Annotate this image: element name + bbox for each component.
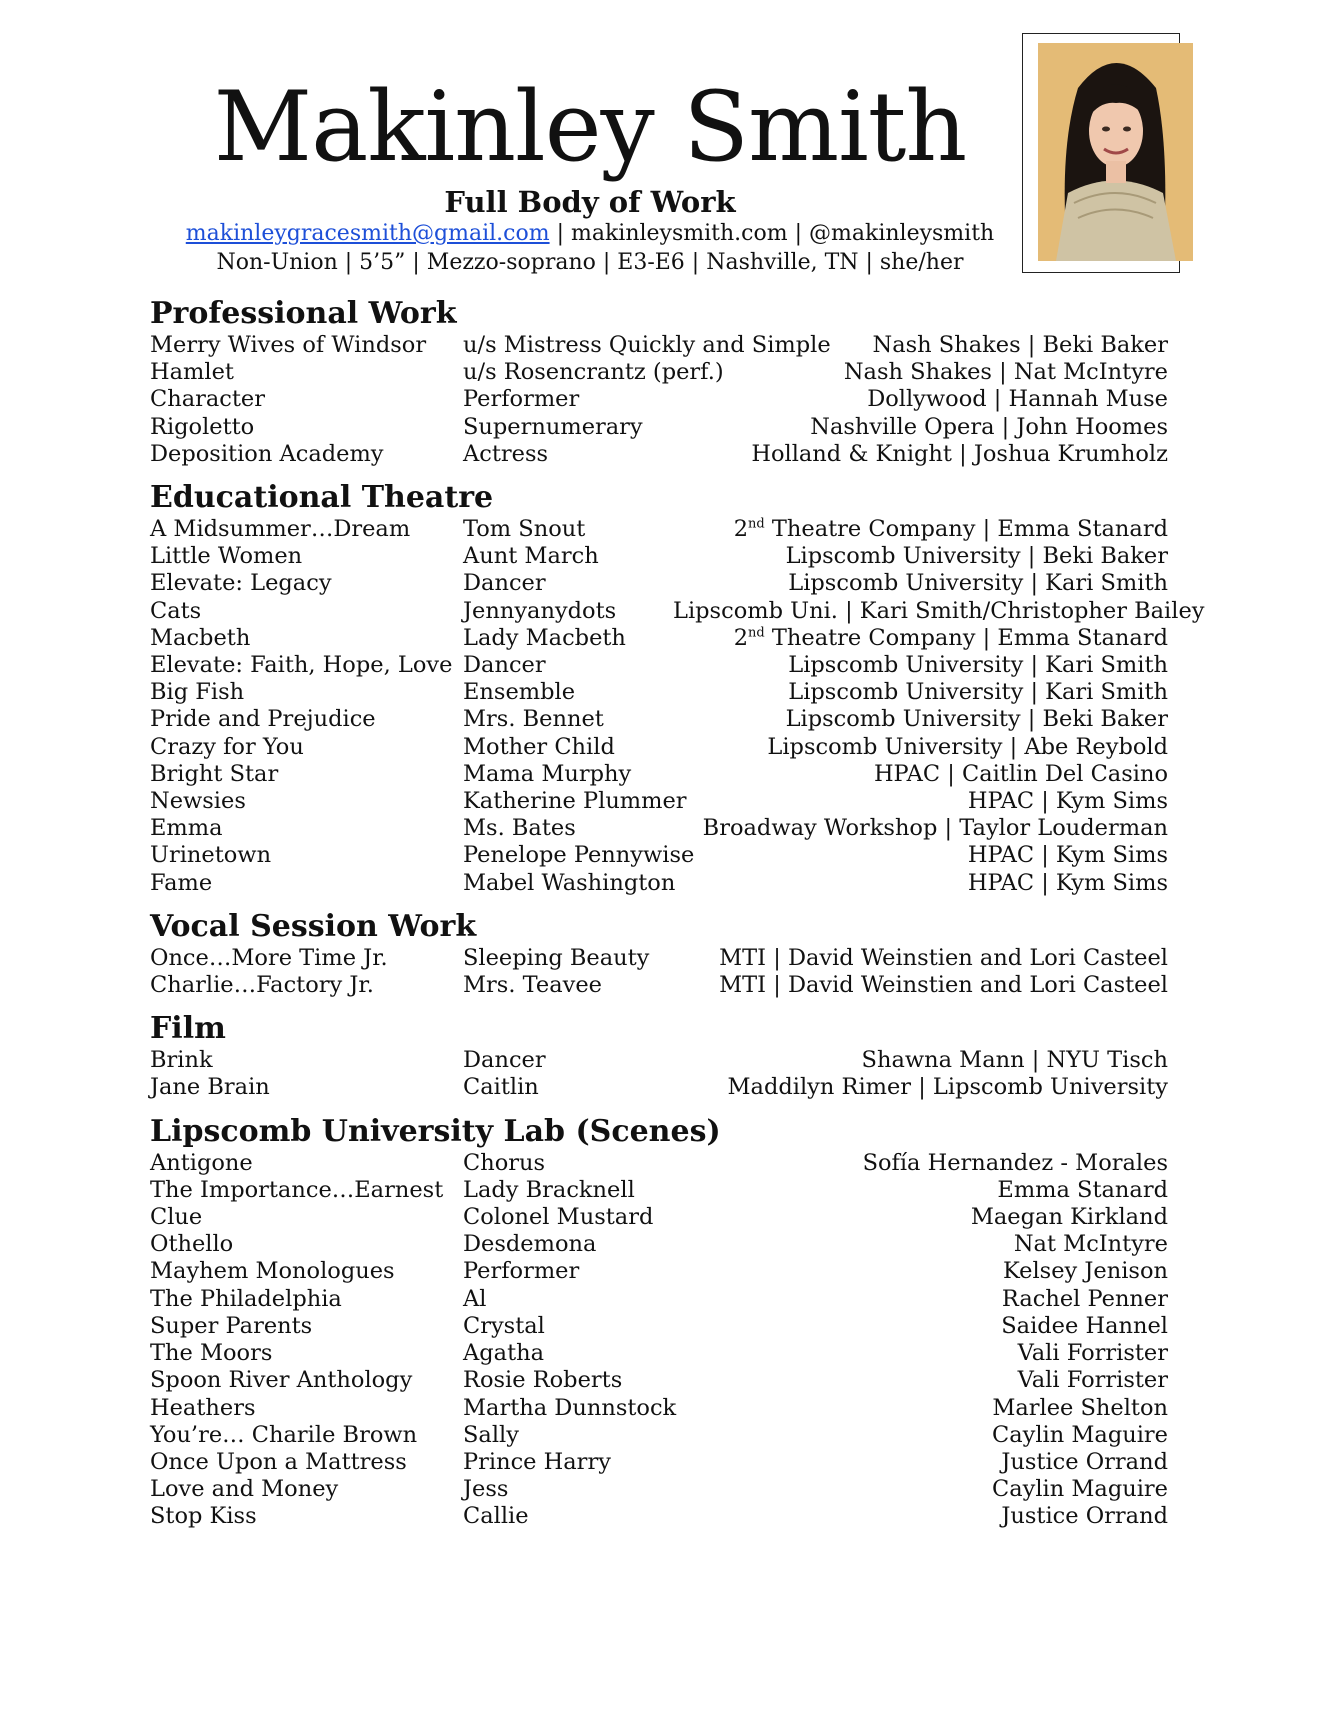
credit-row xyxy=(150,734,1168,761)
email-link[interactable]: makinleygracesmith@gmail.com xyxy=(185,221,550,246)
show-title: The Moors xyxy=(150,1340,273,1367)
director: Rachel Penner xyxy=(1001,1285,1168,1312)
credit-row xyxy=(150,788,1168,815)
social-handle: @makinleysmith xyxy=(809,221,995,246)
show-title: Crazy for You xyxy=(150,733,304,760)
director: Vali Forrister xyxy=(1017,1367,1168,1394)
show-title: Othello xyxy=(150,1231,234,1258)
credit-row xyxy=(150,1258,1168,1285)
director: Maegan Kirkland xyxy=(970,1204,1168,1231)
company-director: Dollywood | Hannah Muse xyxy=(867,386,1168,413)
show-title: The Philadelphia xyxy=(150,1285,342,1312)
company-director: Maddilyn Rimer | Lipscomb University xyxy=(727,1074,1168,1101)
role: Rosie Roberts xyxy=(463,1367,623,1394)
director: Justice Orrand xyxy=(1001,1503,1168,1530)
show-title: Little Women xyxy=(150,543,303,570)
show-title: Spoon River Anthology xyxy=(150,1367,413,1394)
credit-row xyxy=(150,625,1168,652)
role: Jess xyxy=(463,1476,509,1503)
company-director: Holland & Knight | Joshua Krumholz xyxy=(751,440,1168,467)
credit-row xyxy=(150,543,1168,570)
role: Ensemble xyxy=(463,679,576,706)
role: Performer xyxy=(463,386,580,413)
credit-row xyxy=(150,1177,1168,1204)
section-title: Lipscomb University Lab (Scenes) xyxy=(150,1113,721,1149)
credit-row xyxy=(150,652,1168,679)
role: Colonel Mustard xyxy=(463,1204,654,1231)
company-director: Lipscomb University | Abe Reybold xyxy=(767,733,1168,760)
company-director: Lipscomb University | Kari Smith xyxy=(788,570,1168,597)
role: Sally xyxy=(463,1421,519,1448)
role: Callie xyxy=(463,1503,529,1530)
company-director: HPAC | Kym Sims xyxy=(967,842,1168,869)
headshot-photo xyxy=(1038,43,1193,261)
role: Mrs. Bennet xyxy=(463,706,604,733)
role: Lady Bracknell xyxy=(463,1176,635,1203)
role: Dancer xyxy=(463,652,546,679)
role: Lady Macbeth xyxy=(463,624,626,651)
role: Katherine Plummer xyxy=(463,788,687,815)
company-director: Lipscomb University | Beki Baker xyxy=(785,543,1168,570)
role: Martha Dunnstock xyxy=(463,1394,677,1421)
role: Mrs. Teavee xyxy=(463,972,602,999)
credit-row xyxy=(150,815,1168,842)
role: Actress xyxy=(463,440,549,467)
company-director: MTI | David Weinstien and Lori Casteel xyxy=(719,944,1168,971)
credit-row xyxy=(150,1449,1168,1476)
role: Mother Child xyxy=(463,733,615,760)
show-title: Hamlet xyxy=(150,359,234,386)
role: Prince Harry xyxy=(463,1448,611,1475)
section-educational xyxy=(150,480,1205,897)
credit-row xyxy=(150,1503,1168,1530)
company-director: Broadway Workshop | Taylor Louderman xyxy=(702,815,1168,842)
section-title: Educational Theatre xyxy=(150,480,494,516)
section-title: Film xyxy=(150,1011,226,1047)
show-title: Cats xyxy=(150,597,202,624)
credit-row xyxy=(150,1422,1168,1449)
show-title: A Midsummer…Dream xyxy=(150,516,411,543)
company-director: 2nd Theatre Company | Emma Stanard xyxy=(733,516,1168,543)
show-title: Character xyxy=(150,386,266,413)
company-director: Nash Shakes | Nat McIntyre xyxy=(843,359,1168,386)
director: Kelsey Jenison xyxy=(1002,1258,1168,1285)
show-title: Antigone xyxy=(150,1149,253,1176)
director: Saidee Hannel xyxy=(1001,1312,1168,1339)
credit-row xyxy=(150,1395,1168,1422)
role: Al xyxy=(463,1285,487,1312)
show-title: Bright Star xyxy=(150,760,279,787)
credit-row xyxy=(150,1204,1168,1231)
credit-row xyxy=(150,386,1168,413)
show-title: Macbeth xyxy=(150,624,251,651)
credit-row xyxy=(150,597,1205,625)
stats-line: Non-Union | 5’5” | Mezzo-soprano | E3-E6 | Nashville, TN | she/her xyxy=(216,250,964,275)
credit-row xyxy=(150,679,1168,706)
show-title: Fame xyxy=(150,869,213,896)
credit-row xyxy=(150,414,1168,441)
company-director: 2nd Theatre Company | Emma Stanard xyxy=(733,624,1168,651)
credit-row xyxy=(150,1074,1168,1101)
section-film xyxy=(150,1011,1168,1101)
show-title: Pride and Prejudice xyxy=(150,706,376,733)
role: Jennyanydots xyxy=(463,597,617,624)
show-title: Emma xyxy=(150,815,223,842)
performer-name: Makinley Smith xyxy=(213,71,967,183)
show-title: Deposition Academy xyxy=(150,440,384,467)
credit-row xyxy=(150,516,1168,543)
credit-row xyxy=(150,972,1168,999)
headshot-frame xyxy=(1022,33,1180,273)
show-title: Stop Kiss xyxy=(150,1503,257,1530)
role: Agatha xyxy=(463,1340,545,1367)
show-title: Rigoletto xyxy=(150,413,255,440)
show-title: Urinetown xyxy=(150,842,272,869)
credit-row xyxy=(150,1150,1168,1177)
show-title: Once Upon a Mattress xyxy=(150,1448,407,1475)
director: Sofía Hernandez - Morales xyxy=(862,1149,1168,1176)
resume-content xyxy=(150,296,1205,1543)
credit-row xyxy=(150,870,1168,897)
show-title: Charlie…Factory Jr. xyxy=(150,972,374,999)
role: u/s Mistress Quickly and Simple xyxy=(463,332,831,358)
separator: | xyxy=(794,221,810,246)
director: Nat McIntyre xyxy=(1013,1231,1168,1258)
role: Performer xyxy=(463,1258,580,1285)
show-title: Elevate: Legacy xyxy=(150,570,332,597)
show-title: Super Parents xyxy=(150,1312,313,1339)
company-director: HPAC | Caitlin Del Casino xyxy=(873,760,1168,787)
resume-header xyxy=(150,72,1030,277)
credit-row xyxy=(150,332,1168,359)
show-title: Clue xyxy=(150,1204,203,1231)
director: Caylin Maguire xyxy=(992,1421,1168,1448)
director: Marlee Shelton xyxy=(992,1394,1168,1421)
company-director: Shawna Mann | NYU Tisch xyxy=(861,1047,1168,1074)
role: Crystal xyxy=(463,1312,545,1339)
role: Desdemona xyxy=(463,1231,597,1258)
company-director: Lipscomb University | Kari Smith xyxy=(788,679,1168,706)
company-director: HPAC | Kym Sims xyxy=(967,788,1168,815)
company-director: HPAC | Kym Sims xyxy=(967,869,1168,896)
contact-line xyxy=(150,219,1030,248)
credit-row xyxy=(150,1231,1168,1258)
role: Sleeping Beauty xyxy=(463,944,650,971)
role: Dancer xyxy=(463,570,546,597)
role: Aunt March xyxy=(463,543,599,570)
role: Mabel Washington xyxy=(463,869,676,896)
separator: | xyxy=(556,221,571,246)
company-director: Nashville Opera | John Hoomes xyxy=(810,413,1168,440)
show-title: Mayhem Monologues xyxy=(150,1258,395,1285)
credit-row xyxy=(150,1340,1168,1367)
credit-row xyxy=(150,1286,1168,1313)
credit-row xyxy=(150,842,1168,869)
role: u/s Rosencrantz (perf.) xyxy=(463,359,724,386)
show-title: Big Fish xyxy=(150,679,245,706)
credit-row xyxy=(150,706,1168,733)
director: Emma Stanard xyxy=(997,1176,1168,1203)
section-title: Vocal Session Work xyxy=(150,908,477,944)
show-title: Love and Money xyxy=(150,1476,339,1503)
director: Justice Orrand xyxy=(1001,1448,1168,1475)
credit-row xyxy=(150,761,1168,788)
director: Vali Forrister xyxy=(1017,1340,1168,1367)
role: Chorus xyxy=(463,1149,546,1176)
show-title: You’re… Charile Brown xyxy=(150,1421,418,1448)
website-text: makinleysmith.com xyxy=(570,221,788,246)
credit-row xyxy=(150,945,1168,972)
credit-row xyxy=(150,1367,1168,1394)
show-title: Jane Brain xyxy=(150,1074,270,1101)
credit-row xyxy=(150,1313,1168,1340)
show-title: Brink xyxy=(150,1047,213,1074)
section-vocal xyxy=(150,909,1168,999)
show-title: Newsies xyxy=(150,788,246,815)
role: Dancer xyxy=(463,1047,546,1074)
show-title: Once…More Time Jr. xyxy=(150,944,388,971)
role: Mama Murphy xyxy=(463,760,632,787)
director: Caylin Maguire xyxy=(992,1476,1168,1503)
section-title: Professional Work xyxy=(150,296,457,331)
resume-subtitle: Full Body of Work xyxy=(444,185,736,219)
show-title: Heathers xyxy=(150,1394,256,1421)
section-professional xyxy=(150,296,1168,468)
credit-row xyxy=(150,1047,1168,1074)
show-title: Merry Wives of Windsor xyxy=(150,332,427,358)
role: Tom Snout xyxy=(463,516,586,543)
role: Penelope Pennywise xyxy=(463,842,695,869)
headshot-image xyxy=(1038,43,1193,261)
credit-row xyxy=(150,1476,1168,1503)
show-title: The Importance…Earnest xyxy=(150,1176,444,1203)
company-director: Nash Shakes | Beki Baker xyxy=(872,332,1168,358)
company-director: MTI | David Weinstien and Lori Casteel xyxy=(719,972,1168,999)
credit-row xyxy=(150,359,1168,386)
show-title: Elevate: Faith, Hope, Love xyxy=(150,652,453,679)
role: Supernumerary xyxy=(463,413,643,440)
role: Ms. Bates xyxy=(463,815,576,842)
role: Caitlin xyxy=(463,1074,539,1101)
company-director: Lipscomb University | Beki Baker xyxy=(785,706,1168,733)
credit-row xyxy=(150,441,1168,468)
credit-row xyxy=(150,570,1168,597)
section-lab xyxy=(150,1114,1168,1531)
company-director: Lipscomb Uni. | Kari Smith/Christopher Bailey xyxy=(673,597,1205,624)
company-director: Lipscomb University | Kari Smith xyxy=(788,652,1168,679)
